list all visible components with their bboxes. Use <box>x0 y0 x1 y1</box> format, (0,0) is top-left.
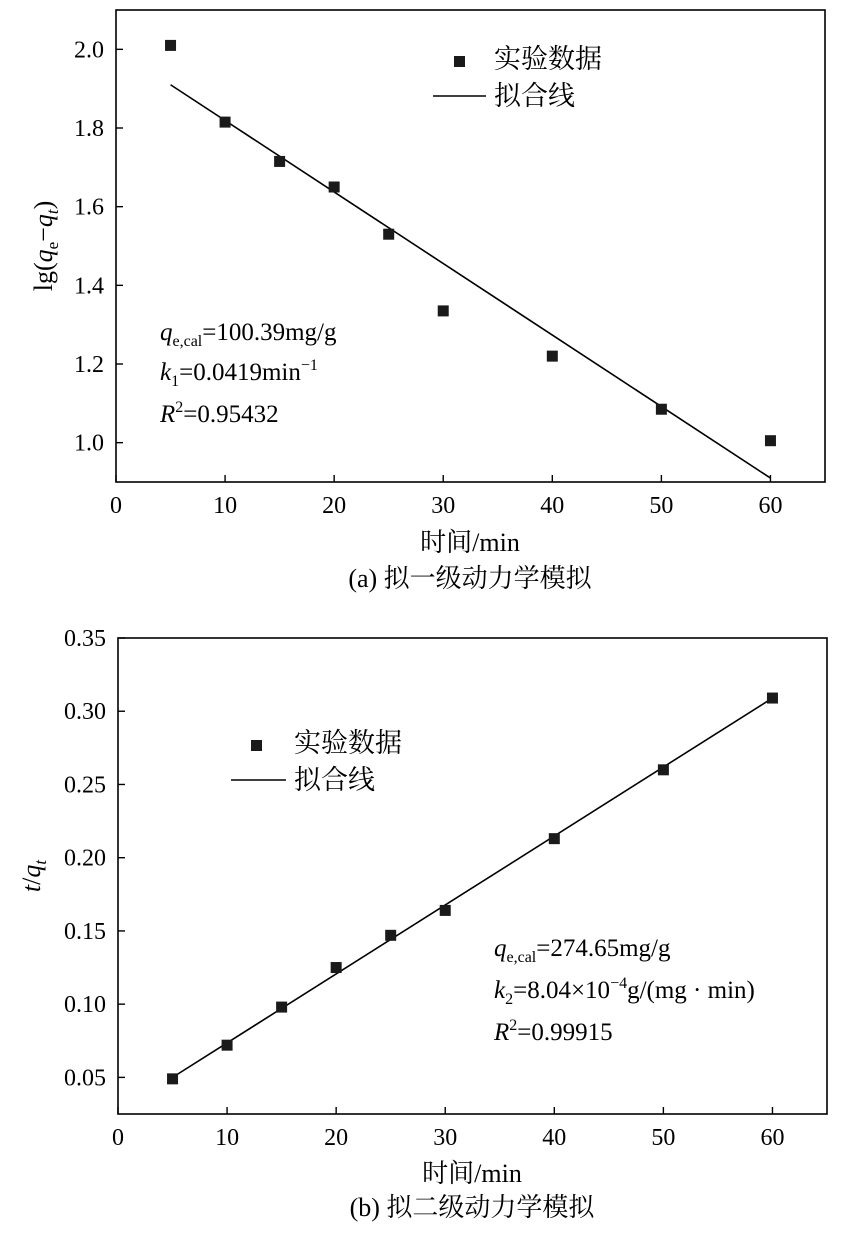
chart-a-legend <box>433 44 602 111</box>
chart-b-data-point <box>385 930 396 941</box>
chart-a-annotations <box>159 319 337 428</box>
chart-a-x-tick-label: 60 <box>758 493 783 519</box>
chart-a-y-tick-label: 1.6 <box>74 194 104 221</box>
chart-b-y-tick-label: 0.20 <box>64 845 106 872</box>
chart-a-data-point <box>165 40 176 51</box>
chart-b-ticks <box>64 626 784 1151</box>
chart-a-x-tick-label: 30 <box>431 493 456 519</box>
chart-b-x-tick-label: 0 <box>112 1125 124 1151</box>
chart-a-data-point <box>438 305 449 316</box>
chart-b-data-point <box>658 764 669 775</box>
chart-a-data-point <box>274 156 285 167</box>
chart-b-y-axis-label: $t/q_t$ <box>17 859 50 893</box>
chart-a-anno-r2: $R^2=0.95432$ <box>160 399 279 428</box>
chart-a-x-axis-label: 时间/min <box>420 528 520 557</box>
chart-b-pseudo-second-order <box>17 626 827 1222</box>
chart-a-ticks <box>74 37 782 519</box>
chart-a-anno-qe: $q_{e,cal}=100.39mg/g$ <box>160 319 337 350</box>
chart-a-y-tick-label: 1.4 <box>74 273 104 300</box>
chart-b-x-tick-label: 10 <box>215 1125 240 1151</box>
chart-a-x-tick-label: 20 <box>322 493 347 519</box>
chart-a-x-tick-label: 50 <box>649 493 674 519</box>
chart-b-x-tick-label: 40 <box>542 1125 567 1151</box>
chart-b-y-tick-label: 0.10 <box>64 992 106 1019</box>
chart-a-data-point <box>656 404 667 415</box>
chart-b-y-tick-label: 0.05 <box>64 1065 106 1092</box>
chart-b-x-tick-label: 50 <box>651 1125 676 1151</box>
chart-b-anno-r2: $R^2=0.99915$ <box>494 1017 613 1046</box>
chart-a-data-point <box>383 229 394 240</box>
chart-a-y-tick-label: 1.2 <box>74 352 104 378</box>
chart-a-caption: (a) 拟一级动力学模拟 <box>348 564 592 593</box>
chart-a-y-tick-label: 1.8 <box>74 116 104 142</box>
chart-b-y-tick-label: 0.25 <box>64 772 106 799</box>
chart-a-x-tick-label: 0 <box>110 493 122 519</box>
chart-a-data-point <box>765 435 776 446</box>
chart-a-x-tick-label: 10 <box>213 493 238 519</box>
chart-b-data-point <box>549 833 560 844</box>
chart-b-y-tick-label: 0.35 <box>64 626 106 652</box>
chart-b-y-tick-label: 0.30 <box>64 699 106 726</box>
chart-a-data-point <box>220 117 231 128</box>
chart-a-y-axis-label: $\lg(q_e-q_t)$ <box>29 200 62 292</box>
chart-a-x-tick-label: 40 <box>540 493 565 519</box>
chart-a-y-tick-label: 1.0 <box>74 430 104 457</box>
chart-b-fit-line <box>173 698 773 1077</box>
chart-b-x-axis-label: 时间/min <box>422 1159 522 1188</box>
chart-b-legend <box>231 728 402 795</box>
chart-b-legend-label-fit: 拟合线 <box>294 765 375 795</box>
chart-b-legend-label-data: 实验数据 <box>294 728 402 758</box>
chart-a-data-point <box>547 351 558 362</box>
chart-b-annotations <box>493 935 755 1046</box>
chart-b-x-tick-label: 30 <box>433 1125 458 1151</box>
chart-b-legend-marker <box>251 740 262 751</box>
chart-b-data-point <box>440 905 451 916</box>
chart-b-anno-k2: $k_2=8.04\times 10^{-4}g/(mg \cdot \min)$ <box>494 975 755 1008</box>
chart-b-data-point <box>167 1073 178 1084</box>
chart-b-x-tick-label: 60 <box>760 1125 785 1151</box>
chart-b-x-tick-label: 20 <box>324 1125 349 1151</box>
chart-b-caption: (b) 拟二级动力学模拟 <box>349 1193 595 1222</box>
chart-a-data-point <box>329 182 340 193</box>
chart-a-legend-marker <box>454 56 465 67</box>
chart-a-y-tick-label: 2.0 <box>74 37 104 64</box>
chart-b-data-point <box>331 962 342 973</box>
chart-a-legend-label-data: 实验数据 <box>494 44 602 74</box>
chart-b-data-point <box>222 1040 233 1051</box>
chart-b-data-point <box>276 1002 287 1013</box>
chart-a-legend-label-fit: 拟合线 <box>494 81 575 111</box>
chart-b-anno-qe: $q_{e,cal}=274.65mg/g$ <box>494 935 671 966</box>
chart-a-pseudo-first-order <box>29 10 825 593</box>
chart-b-y-tick-label: 0.15 <box>64 918 106 945</box>
chart-a-anno-k1: $k_1=0.0419\min^{-1}$ <box>160 357 318 390</box>
chart-b-data-point <box>767 693 778 704</box>
